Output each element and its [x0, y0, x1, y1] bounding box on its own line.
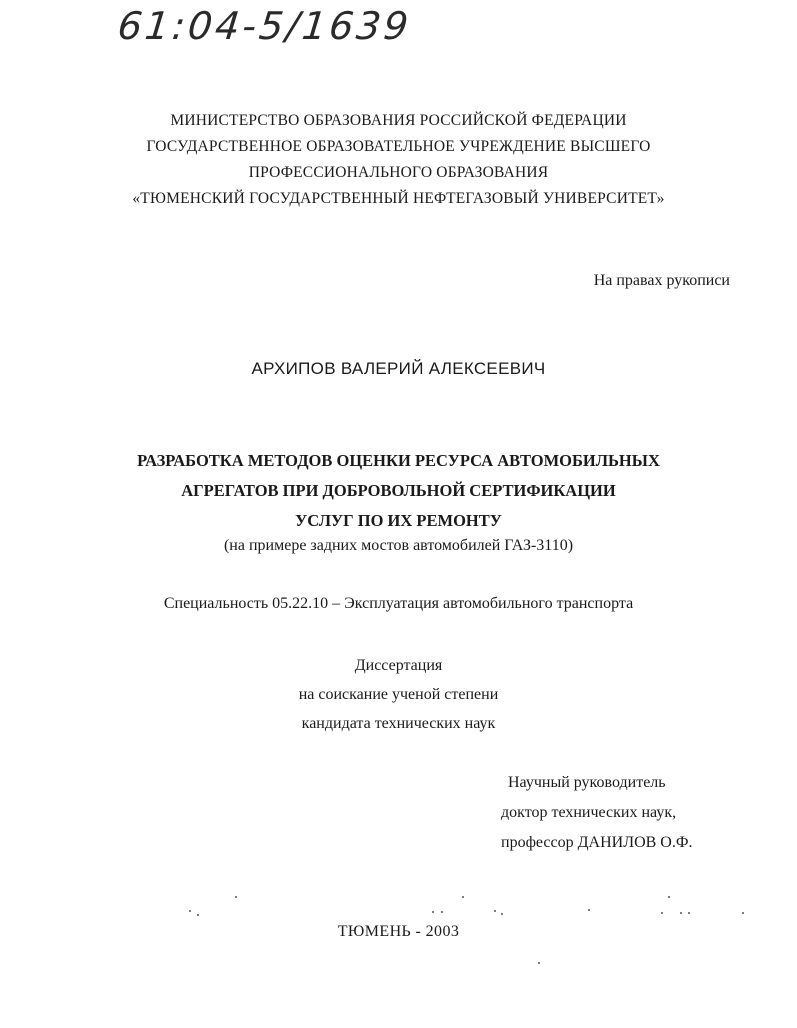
specialty-line: Специальность 05.22.10 – Эксплуатация автомобильного транспорта	[163, 595, 634, 612]
header-line: ГОСУДАРСТВЕННОЕ ОБРАЗОВАТЕЛЬНОЕ УЧРЕЖДЕНИЕ ВЫСШЕГО	[146, 138, 651, 155]
degree-line: на соискание ученой степени	[298, 686, 499, 703]
scan-speck	[432, 911, 434, 913]
manuscript-rights-note: На правах рукописи	[593, 272, 730, 289]
header-line: ПРОФЕССИОНАЛЬНОГО ОБРАЗОВАНИЯ	[248, 164, 549, 181]
author-name: АРХИПОВ ВАЛЕРИЙ АЛЕКСЕЕВИЧ	[251, 359, 546, 378]
scan-speck	[742, 912, 744, 914]
scan-speck	[462, 896, 464, 898]
title-line: РАЗРАБОТКА МЕТОДОВ ОЦЕНКИ РЕСУРСА АВТОМОБИЛЬНЫХ	[137, 451, 660, 470]
handwritten-registration-number: 61:04-5/1639	[115, 4, 414, 48]
scan-speck	[441, 911, 443, 913]
scan-speck	[680, 912, 682, 914]
scan-speck	[588, 909, 590, 911]
scan-speck	[494, 910, 496, 912]
scan-speck	[235, 896, 237, 898]
scan-speck	[688, 912, 690, 914]
title-subtitle: (на примере задних мостов автомобилей ГАЗ-3110)	[223, 537, 574, 554]
supervisor-line: доктор технических наук,	[501, 804, 677, 821]
supervisor-line: Научный руководитель	[508, 774, 666, 791]
scan-speck	[538, 962, 540, 964]
city-year: ТЮМЕНЬ - 2003	[337, 923, 460, 940]
supervisor-line: профессор ДАНИЛОВ О.Ф.	[501, 834, 693, 851]
scan-speck	[189, 910, 191, 912]
scan-speck	[668, 896, 670, 898]
scan-speck	[661, 912, 663, 914]
title-line: УСЛУГ ПО ИХ РЕМОНТУ	[295, 511, 502, 530]
scan-speck	[501, 913, 503, 915]
header-line: «ТЮМЕНСКИЙ ГОСУДАРСТВЕННЫЙ НЕФТЕГАЗОВЫЙ УНИВЕРСИТЕТ»	[132, 190, 665, 207]
header-line: МИНИСТЕРСТВО ОБРАЗОВАНИЯ РОССИЙСКОЙ ФЕДЕРАЦИИ	[170, 112, 627, 129]
title-line: АГРЕГАТОВ ПРИ ДОБРОВОЛЬНОЙ СЕРТИФИКАЦИИ	[181, 481, 616, 500]
degree-line: Диссертация	[354, 657, 443, 674]
scan-speck	[197, 914, 199, 916]
degree-line: кандидата технических наук	[301, 715, 496, 732]
